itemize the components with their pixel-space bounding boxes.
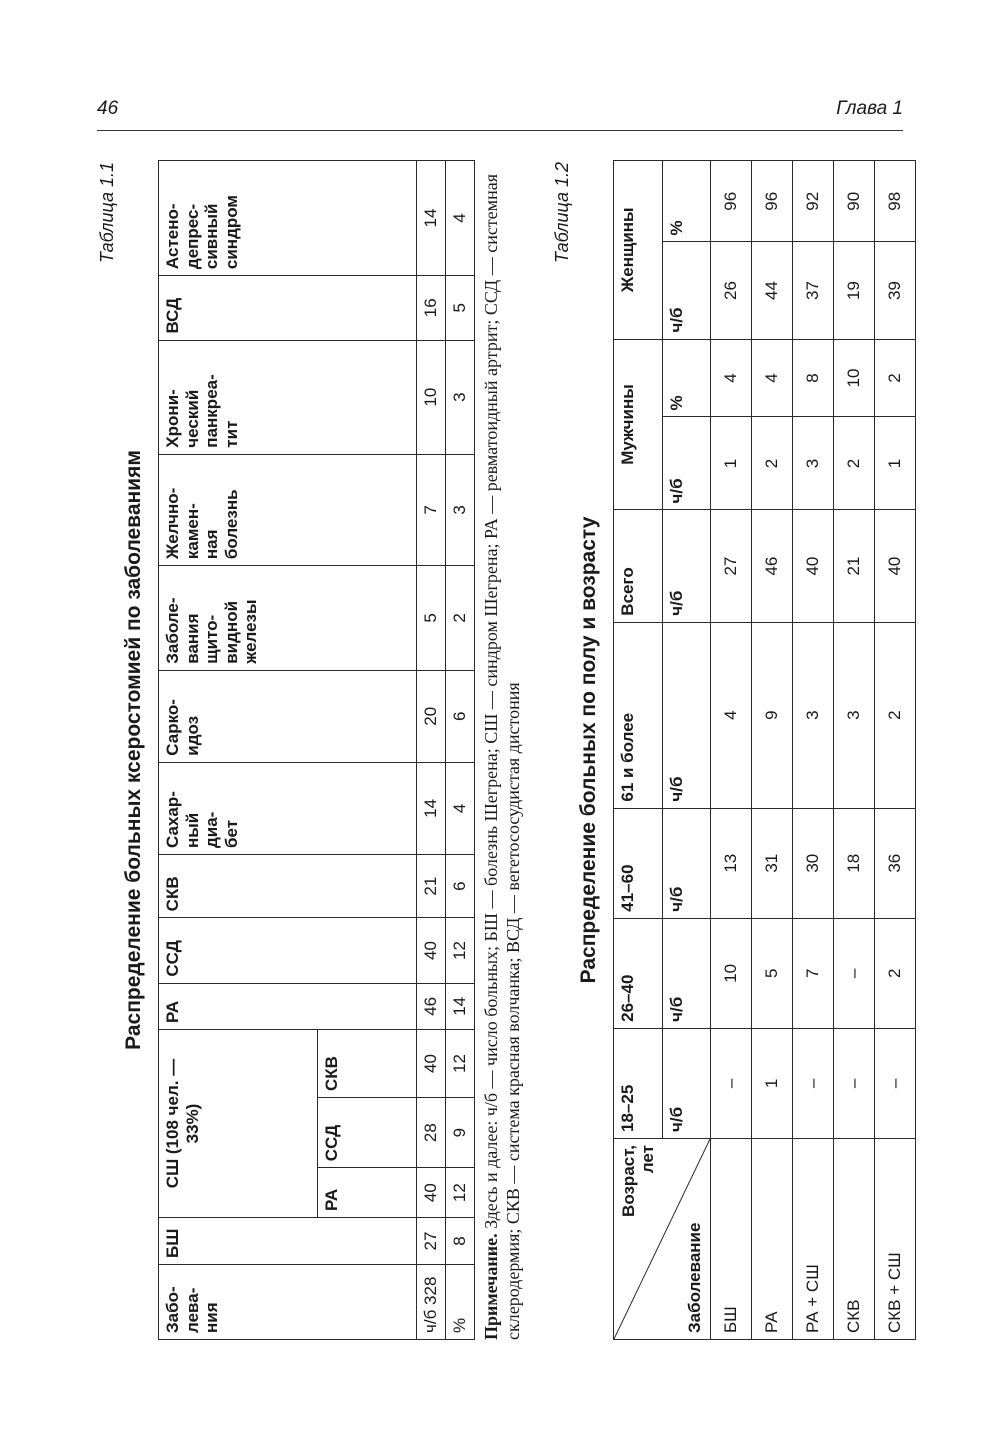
table-cell: 21 <box>417 855 446 918</box>
note-label: Примечание. <box>481 1233 501 1340</box>
table-cell: 4 <box>752 339 793 417</box>
table-cell: 13 <box>711 808 752 918</box>
table-cell: 5 <box>752 918 793 1028</box>
table-cell: 5 <box>417 566 446 671</box>
t1-header-pancreatitis: Хрони- ческий панкреа- тит <box>159 340 417 454</box>
t2-header-26-40: 26–40 <box>614 918 663 1028</box>
table-cell: 31 <box>752 808 793 918</box>
table-cell: 8 <box>446 1218 475 1265</box>
table-cell: 12 <box>446 918 475 983</box>
t2-sub-count: ч/б <box>662 1028 711 1138</box>
t2-header-61-plus: 61 и более <box>614 622 663 808</box>
table-cell: 3 <box>446 454 475 565</box>
t2-header-41-60: 41–60 <box>614 808 663 918</box>
table-cell: 14 <box>417 762 446 854</box>
chapter-title: Глава 1 <box>836 98 903 119</box>
table-cell: 12 <box>446 1030 475 1098</box>
table-row <box>834 161 875 1340</box>
table-cell: % <box>446 1265 475 1340</box>
t1-subheader-skv: СКВ <box>318 1030 417 1098</box>
table-cell: 40 <box>417 1168 446 1218</box>
t2-sub-count: ч/б <box>662 417 711 510</box>
table-cell: 2 <box>834 417 875 510</box>
table-cell: РА <box>752 1139 793 1340</box>
t1-subheader-ra: РА <box>318 1168 417 1218</box>
t2-header-total: Всего <box>614 510 663 622</box>
table-cell: 36 <box>875 808 916 918</box>
table-cell: 20 <box>417 670 446 762</box>
table-cell: 9 <box>446 1098 475 1168</box>
table-cell: 40 <box>793 510 834 622</box>
t1-subheader-ssd: ССД <box>318 1098 417 1168</box>
table-cell: 12 <box>446 1168 475 1218</box>
t1-header-sarcoid: Сарко- идоз <box>159 670 417 762</box>
page-number: 46 <box>97 98 119 119</box>
table-row <box>793 161 834 1340</box>
table-cell: 3 <box>793 622 834 808</box>
table2-title: Распределение больных по полу и возрасту <box>577 516 601 984</box>
table-cell: 9 <box>752 622 793 808</box>
table-cell: 27 <box>417 1218 446 1265</box>
table-cell: 2 <box>875 622 916 808</box>
table-row <box>752 161 793 1340</box>
t1-header-diabetes: Сахар- ный диа- бет <box>159 762 417 854</box>
table-cell: 46 <box>752 510 793 622</box>
t1-header-skv: СКВ <box>159 855 417 918</box>
table-cell: 30 <box>793 808 834 918</box>
table-cell: 3 <box>834 622 875 808</box>
table-row <box>875 161 916 1340</box>
table-cell: 40 <box>417 1030 446 1098</box>
table-cell: 3 <box>793 417 834 510</box>
table-cell: 10 <box>834 339 875 417</box>
page-header <box>97 96 903 131</box>
table-cell: – <box>711 1028 752 1138</box>
table-cell: – <box>793 1028 834 1138</box>
t2-header-women: Женщины <box>614 161 663 340</box>
t1-header-thyroid: Заболе- вания щито- видной железы <box>159 566 417 671</box>
table-cell: 92 <box>793 161 834 242</box>
table-cell: 6 <box>446 670 475 762</box>
table-cell: – <box>875 1028 916 1138</box>
rotated-content <box>97 160 905 1340</box>
table-cell: 2 <box>752 417 793 510</box>
table-cell: СКВ + СШ <box>875 1139 916 1340</box>
table-cell: 4 <box>446 762 475 854</box>
table-cell: 10 <box>417 340 446 454</box>
t2-header-18-25: 18–25 <box>614 1028 663 1138</box>
table-cell: 37 <box>793 242 834 339</box>
table-cell: 44 <box>752 242 793 339</box>
t1-header-ssh: СШ (108 чел. — 33%) <box>159 1030 318 1218</box>
t1-header-bsh: БШ <box>159 1218 417 1265</box>
table-cell: 2 <box>875 339 916 417</box>
table-row <box>711 161 752 1340</box>
table-cell: 4 <box>711 622 752 808</box>
table-row <box>446 161 475 1340</box>
t2-header-age: Возраст, лет <box>619 1145 657 1217</box>
table-cell: БШ <box>711 1139 752 1340</box>
table-cell: 40 <box>417 918 446 983</box>
table-row <box>417 161 446 1340</box>
table-cell: 90 <box>834 161 875 242</box>
t2-sub-count: ч/б <box>662 622 711 808</box>
table-cell: 28 <box>417 1098 446 1168</box>
table-cell: 40 <box>875 510 916 622</box>
table-cell: 27 <box>711 510 752 622</box>
t2-sub-count: ч/б <box>662 242 711 339</box>
table-cell: РА + СШ <box>793 1139 834 1340</box>
table-cell: 21 <box>834 510 875 622</box>
table-cell: 10 <box>711 918 752 1028</box>
t2-sub-count: ч/б <box>662 808 711 918</box>
table-cell: – <box>834 918 875 1028</box>
table-cell: 4 <box>446 161 475 276</box>
t2-sub-count: ч/б <box>662 510 711 622</box>
table-cell: 19 <box>834 242 875 339</box>
t2-corner-header <box>614 1139 711 1340</box>
t1-header-vsd: ВСД <box>159 276 417 340</box>
table-cell: 2 <box>446 566 475 671</box>
table-cell: 6 <box>446 855 475 918</box>
table-cell: – <box>834 1028 875 1138</box>
t1-header-disease: Забо- лева- ния <box>159 1265 417 1340</box>
t2-header-men: Мужчины <box>614 339 663 510</box>
t1-header-gallstone: Желчно- камен- ная болезнь <box>159 454 417 565</box>
table-cell: 26 <box>711 242 752 339</box>
table-cell: 1 <box>711 417 752 510</box>
table-cell: 96 <box>711 161 752 242</box>
table-cell: 39 <box>875 242 916 339</box>
table-cell: 14 <box>446 983 475 1029</box>
table-cell: 7 <box>417 454 446 565</box>
table-cell: 16 <box>417 276 446 340</box>
table2 <box>613 160 916 1340</box>
note-text: Здесь и далее: ч/б — число больных; БШ — болезнь Шегрена; СШ — синдром Шегрена; РА — ревматоидный артрит; ССД — системная склеродермия; СКВ — система красная волчанка; ВСД — вегетососудистая дистония <box>481 174 523 1340</box>
table1 <box>158 160 475 1340</box>
table-cell: 5 <box>446 276 475 340</box>
table-cell: 98 <box>875 161 916 242</box>
table-cell: 1 <box>752 1028 793 1138</box>
table-cell: ч/б 328 <box>417 1265 446 1340</box>
table-cell: 1 <box>875 417 916 510</box>
table-cell: 46 <box>417 983 446 1029</box>
table-cell: 3 <box>446 340 475 454</box>
table-cell: 96 <box>752 161 793 242</box>
table2-caption: Таблица 1.2 <box>552 162 573 264</box>
table-cell: 18 <box>834 808 875 918</box>
table-cell: 8 <box>793 339 834 417</box>
table1-caption: Таблица 1.1 <box>97 162 117 264</box>
t1-header-ra: РА <box>159 983 417 1029</box>
table1-note <box>481 160 524 1340</box>
table-cell: 4 <box>711 339 752 417</box>
table-cell: 7 <box>793 918 834 1028</box>
t2-sub-count: ч/б <box>662 918 711 1028</box>
table-cell: 2 <box>875 918 916 1028</box>
t1-header-ssd: ССД <box>159 918 417 983</box>
t2-sub-percent: % <box>662 161 711 242</box>
t1-header-astheno: Астено- депрес- сивный синдром <box>159 161 417 276</box>
table1-title: Распределение больных ксеростомией по заболеваниям <box>122 450 145 1050</box>
table-cell: 14 <box>417 161 446 276</box>
t2-header-disease: Заболевание <box>684 1222 704 1333</box>
t2-sub-percent: % <box>662 339 711 417</box>
table-cell: СКВ <box>834 1139 875 1340</box>
